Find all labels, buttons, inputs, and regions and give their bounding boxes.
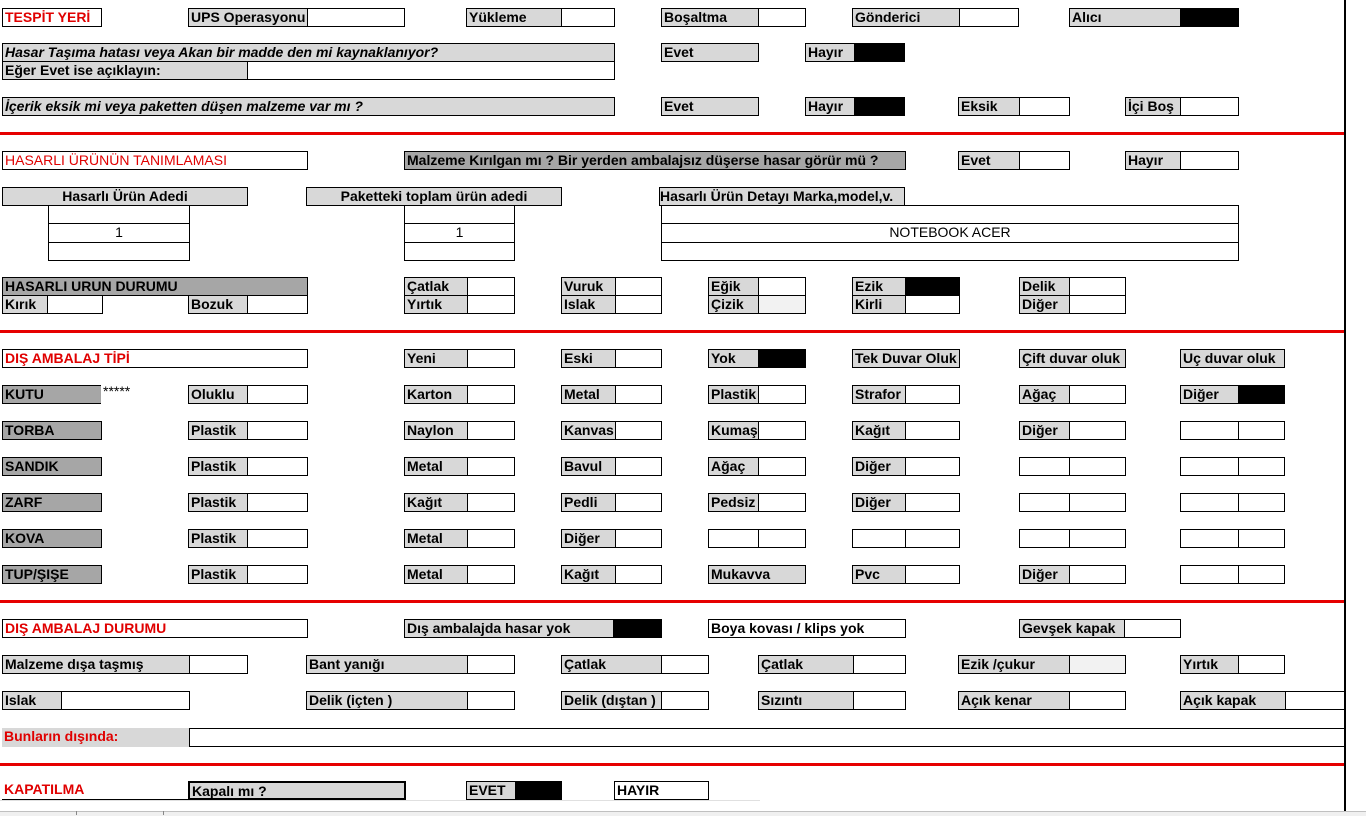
bucket-other: Diğer [561,529,616,548]
field-receiver-checked[interactable] [1180,8,1239,27]
tube-pvc: Pvc [852,565,906,584]
bucket-metal-field[interactable] [467,529,515,548]
box-plastic: Plastik [708,385,759,404]
crate-wood-field[interactable] [758,457,806,476]
bag-paper: Kağıt [852,421,906,440]
label-overflow: Malzeme dışa taşmış [2,655,190,674]
tube-plastic: Plastik [188,565,248,584]
field-torn[interactable] [467,295,515,314]
bag-plastic: Plastik [188,421,248,440]
bucket-other-field[interactable] [615,529,662,548]
field-hole-inside[interactable] [467,691,515,710]
envelope-paper: Kağıt [404,493,468,512]
fragile-no-field[interactable] [1180,151,1239,170]
damaged-count-row-1 [48,205,190,224]
label-bent: Eğik [708,277,759,296]
field-cracked[interactable] [467,277,515,296]
fragile-no-label: Hayır [1125,151,1181,170]
label-broken: Kırık [2,295,48,314]
field-none-checked[interactable] [758,349,806,368]
field-crush[interactable] [1069,655,1126,674]
label-other-damage: Bunların dışında: [2,728,190,747]
answer-no-checked-2[interactable] [854,97,905,116]
envelope-other: Diğer [852,493,906,512]
label-no-damage: Dış ambalajda hasar yok [404,619,614,638]
crate-extra-1 [1019,457,1070,476]
question-missing-content: İçerik eksik mi veya paketten düşen malzeme var mı ? [2,97,615,116]
field-unloading[interactable] [758,8,806,27]
field-crack-1[interactable] [661,655,709,674]
label-wet-package: Islak [2,691,62,710]
label-double-wall: Çift duvar oluk [1019,349,1126,368]
row-gridline [0,800,760,801]
total-count-row-1 [404,205,515,224]
section-divider [0,330,1346,333]
label-ups: UPS Operasyonu [188,8,308,27]
label-crack-1: Çatlak [561,655,662,674]
section-title-damaged-item: HASARLI ÜRÜNÜN TANIMLAMASI [2,151,308,170]
bag-other-field[interactable] [1069,421,1126,440]
tube-extra-field[interactable] [1238,565,1285,584]
label-crush: Ezik /çukur [958,655,1070,674]
field-loading[interactable] [561,8,615,27]
box-wood: Ağaç [1019,385,1070,404]
tube-metal: Metal [404,565,468,584]
sheet-right-border [1344,0,1346,815]
section-title-detection: TESPİT YERİ [2,8,102,27]
label-receiver: Alıcı [1069,8,1181,27]
label-missing: Eksik [958,97,1020,116]
field-leak[interactable] [853,691,906,710]
envelope-unpadded: Pedsiz [708,493,759,512]
sheet-tab-divider[interactable] [76,811,77,815]
field-ups[interactable] [307,8,405,27]
envelope-extra-2-field[interactable] [1238,493,1285,512]
tube-paper-field[interactable] [615,565,662,584]
field-used[interactable] [615,349,662,368]
field-other-damage[interactable] [189,728,1346,747]
type-crate: SANDIK [2,457,102,476]
closed-yes-label: EVET [466,781,516,800]
field-tape-burn[interactable] [467,655,515,674]
sheet-tab-strip [0,811,1366,816]
tube-other: Diğer [1019,565,1070,584]
crate-extra-1-field[interactable] [1069,457,1126,476]
field-hit[interactable] [615,277,662,296]
fragile-yes-label: Evet [958,151,1020,170]
crate-extra-2 [1180,457,1239,476]
label-tape-burn: Bant yanığı [306,655,468,674]
envelope-extra-1 [1019,493,1070,512]
bucket-plastic: Plastik [188,529,248,548]
tube-metal-field[interactable] [467,565,515,584]
answer-yes-label: Evet [661,43,759,62]
type-tube-bottle: TUP/ŞIŞE [2,565,102,584]
box-cardboard: Karton [404,385,468,404]
field-missing[interactable] [1019,97,1070,116]
section-title-package-condition: DIŞ AMBALAJ DURUMU [2,619,308,638]
tube-plastic-field[interactable] [247,565,308,584]
label-explain: Eğer Evet ise açıklayın: [2,61,248,80]
label-none: Yok [708,349,759,368]
bag-nylon-field[interactable] [467,421,515,440]
section-divider [0,600,1346,603]
box-styrofoam-field[interactable] [905,385,960,404]
box-styrofoam: Strafor [852,385,906,404]
label-loose-lid: Gevşek kapak [1019,619,1125,638]
field-loose-lid[interactable] [1124,619,1181,638]
label-torn: Yırtık [404,295,468,314]
box-other: Diğer [1180,385,1239,404]
bag-canvas-field[interactable] [615,421,662,440]
bag-fabric: Kumaş [708,421,759,440]
bucket-extra-2 [852,529,906,548]
answer-no-label: Hayır [805,43,855,62]
crate-metal: Metal [404,457,468,476]
label-open-lid: Açık kapak [1180,691,1286,710]
bag-canvas: Kanvas [561,421,616,440]
envelope-padded-field[interactable] [615,493,662,512]
label-other: Diğer [1019,295,1070,314]
box-cardboard-field[interactable] [467,385,515,404]
label-sender: Gönderici [852,8,960,27]
bag-paper-field[interactable] [905,421,960,440]
section-divider [0,763,1346,766]
field-crack-2[interactable] [853,655,906,674]
field-scratch[interactable] [758,295,806,314]
field-other[interactable] [1069,295,1126,314]
envelope-other-field[interactable] [905,493,960,512]
field-open-lid[interactable] [1285,691,1346,710]
total-count-value[interactable]: 1 [404,223,515,243]
question-damage-cause: Hasar Taşıma hatası veya Akan bir madde den mi kaynaklanıyor? [2,43,615,62]
closed-yes-checked[interactable] [515,781,562,800]
tube-cardboard: Mukavva [708,565,806,584]
bucket-metal: Metal [404,529,468,548]
field-dented-checked[interactable] [905,277,960,296]
answer-yes-label-2: Evet [661,97,759,116]
bucket-extra-1 [708,529,759,548]
bucket-extra-4 [1180,529,1239,548]
answer-no-label-2: Hayır [805,97,855,116]
section-title-closure: KAPATILMA [2,781,190,800]
crate-suitcase: Bavul [561,457,616,476]
crate-wood: Ağaç [708,457,759,476]
box-plastic-field[interactable] [758,385,806,404]
field-no-damage-checked[interactable] [613,619,662,638]
item-detail-row-3 [661,242,1239,261]
crate-other: Diğer [852,457,906,476]
crate-extra-2-field[interactable] [1238,457,1285,476]
crate-plastic-field[interactable] [247,457,308,476]
type-envelope: ZARF [2,493,102,512]
crate-plastic: Plastik [188,457,248,476]
damaged-count-value[interactable]: 1 [48,223,190,243]
envelope-extra-1-field[interactable] [1069,493,1126,512]
envelope-padded: Pedli [561,493,616,512]
label-unloading: Boşaltma [661,8,759,27]
field-open-edge[interactable] [1069,691,1126,710]
type-box: KUTU [2,385,102,404]
field-wet-package[interactable] [61,691,190,710]
envelope-unpadded-field[interactable] [758,493,806,512]
field-hole-outside[interactable] [661,691,709,710]
tube-extra [1180,565,1239,584]
fragile-yes-field[interactable] [1019,151,1070,170]
label-wet: Islak [561,295,616,314]
bucket-plastic-field[interactable] [247,529,308,548]
answer-no-checked[interactable] [854,43,905,62]
label-empty: İçi Boş [1125,97,1181,116]
tube-other-field[interactable] [1069,565,1126,584]
bag-other: Diğer [1019,421,1070,440]
bag-plastic-field[interactable] [247,421,308,440]
bag-nylon: Naylon [404,421,468,440]
box-note: ***** [101,385,189,404]
label-damaged-count: Hasarlı Ürün Adedi [2,187,248,206]
label-hole-outside: Delik (dıştan ) [561,691,662,710]
section-divider [0,132,1346,135]
label-used: Eski [561,349,616,368]
bucket-extra-4-field[interactable] [1238,529,1285,548]
tube-pvc-field[interactable] [905,565,960,584]
item-detail-value[interactable]: NOTEBOOK ACER [661,223,1239,243]
closed-no-label: HAYIR [614,781,709,800]
item-detail-row-1 [661,205,1239,224]
box-metal: Metal [561,385,616,404]
field-hole[interactable] [1069,277,1126,296]
type-bag: TORBA [2,421,102,440]
bag-fabric-field[interactable] [758,421,806,440]
label-item-detail: Hasarlı Ürün Detayı Marka,model,v. [659,187,905,206]
box-other-checked[interactable] [1238,385,1285,404]
envelope-plastic: Plastik [188,493,248,512]
field-tear[interactable] [1238,655,1285,674]
field-overflow[interactable] [189,655,248,674]
label-open-edge: Açık kenar [958,691,1070,710]
field-dirty[interactable] [905,295,960,314]
field-wet[interactable] [615,295,662,314]
label-damaged-status: HASARLI URUN DURUMU [2,277,308,296]
box-corrugated-field[interactable] [247,385,308,404]
crate-suitcase-field[interactable] [615,457,662,476]
sheet-tab-divider[interactable] [163,811,164,815]
envelope-plastic-field[interactable] [247,493,308,512]
label-hole-inside: Delik (içten ) [306,691,468,710]
label-hit: Vuruk [561,277,616,296]
envelope-paper-field[interactable] [467,493,515,512]
box-metal-field[interactable] [615,385,662,404]
damaged-count-row-3 [48,242,190,261]
box-wood-field[interactable] [1069,385,1126,404]
label-loading: Yükleme [466,8,562,27]
question-closed: Kapalı mı ? [188,781,406,800]
crate-metal-field[interactable] [467,457,515,476]
type-bucket: KOVA [2,529,102,548]
label-triple-wall: Uç duvar oluk [1180,349,1285,368]
label-tear: Yırtık [1180,655,1239,674]
field-bent[interactable] [758,277,806,296]
field-faulty[interactable] [247,295,308,314]
envelope-extra-2 [1180,493,1239,512]
label-leak: Sızıntı [758,691,854,710]
tube-paper: Kağıt [561,565,616,584]
label-crack-2: Çatlak [758,655,854,674]
field-new[interactable] [467,349,515,368]
bucket-extra-3-field[interactable] [1069,529,1126,548]
label-faulty: Bozuk [188,295,248,314]
bucket-extra-1-field[interactable] [758,529,806,548]
bag-extra [1180,421,1239,440]
label-new: Yeni [404,349,468,368]
field-sender[interactable] [959,8,1019,27]
label-cracked: Çatlak [404,277,468,296]
bucket-extra-3 [1019,529,1070,548]
label-dirty: Kirli [852,295,906,314]
field-explain[interactable] [247,61,615,80]
label-single-wall: Tek Duvar Oluk [852,349,960,368]
bucket-extra-2-field[interactable] [905,529,960,548]
field-empty[interactable] [1180,97,1239,116]
question-fragile: Malzeme Kırılgan mı ? Bir yerden ambalajsız düşerse hasar görür mü ? [404,151,906,170]
crate-other-field[interactable] [905,457,960,476]
section-title-package-type: DIŞ AMBALAJ TİPİ [2,349,308,368]
label-paint-clip: Boya kovası / klips yok [708,619,906,638]
label-scratch: Çizik [708,295,759,314]
total-count-row-3 [404,242,515,261]
box-corrugated: Oluklu [188,385,248,404]
label-dented: Ezik [852,277,906,296]
label-hole: Delik [1019,277,1070,296]
bag-extra-field[interactable] [1238,421,1285,440]
field-broken[interactable] [47,295,103,314]
label-total-count: Paketteki toplam ürün adedi [306,187,562,206]
